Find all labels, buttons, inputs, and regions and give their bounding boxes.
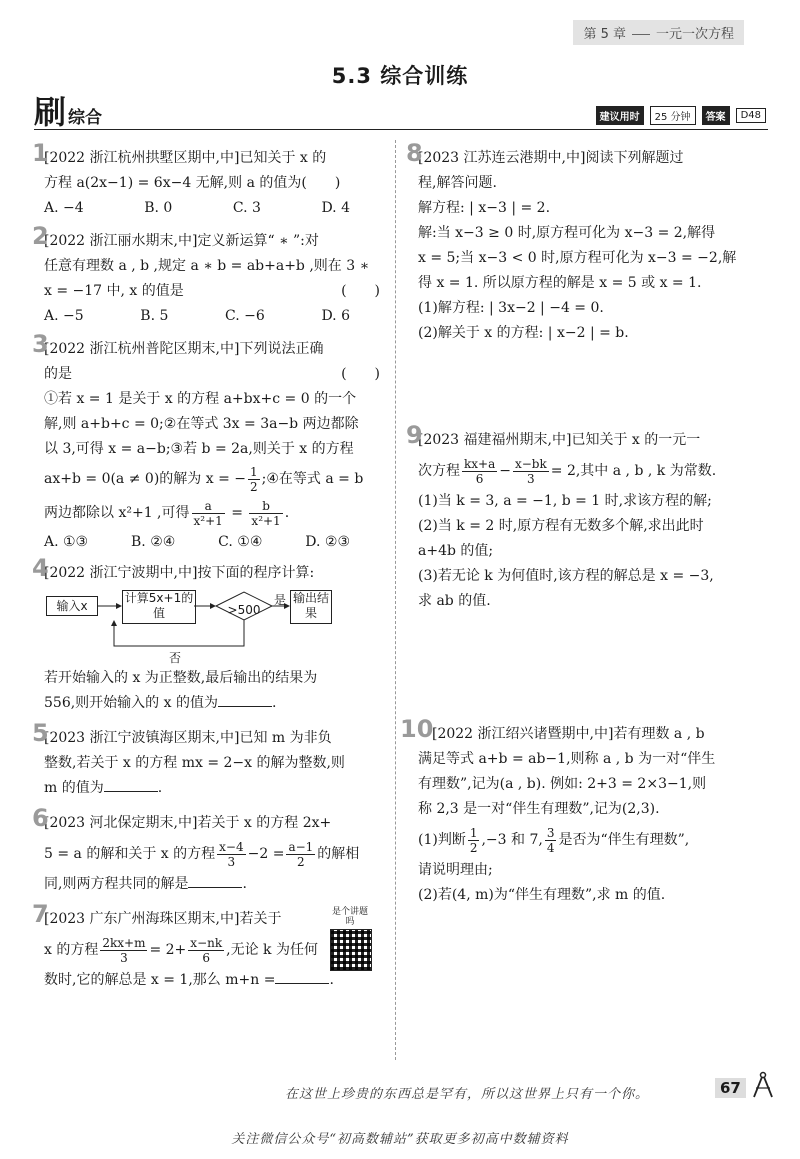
fraction	[188, 936, 224, 965]
numerator: x−bk	[514, 456, 547, 471]
chapter-tag	[573, 20, 744, 45]
q10-line1: [2022 浙江绍兴诸暨期中,中]若有理数 a , b	[432, 726, 705, 742]
q4-line3	[44, 691, 380, 716]
fraction	[248, 465, 260, 494]
brand-label	[34, 93, 103, 131]
fraction	[217, 840, 245, 869]
page-number: 67	[715, 1078, 746, 1098]
q6-line1: [2023 河北保定期末,中]若关于 x 的方程 2x+	[44, 815, 332, 831]
meta-info	[596, 106, 766, 125]
q6-line2	[44, 836, 380, 872]
q3-line6	[44, 462, 380, 496]
answer-paren: ( )	[341, 366, 380, 382]
period: .	[157, 780, 163, 796]
q9-line5: a+4b 的值;	[418, 543, 494, 559]
denominator: 2	[297, 854, 305, 869]
q6-line3-text: 同,则两方程共同的解是	[44, 876, 189, 892]
q7-line2-m: = 2+	[149, 942, 187, 958]
q6-line2-b: 的解相	[317, 846, 360, 862]
question-2	[32, 222, 380, 329]
question-9	[406, 421, 768, 614]
q2-line1: [2022 浙江丽水期末,中]定义新运算“ ∗ ”:对	[44, 233, 319, 249]
q8-line6: 得 x = 1. 所以原方程的解是 x = 5 或 x = 1.	[418, 275, 702, 291]
q4-line3-text: 556,则开始输入的 x 的值为	[44, 695, 218, 711]
q1-line2: 方程 a(2x−1) = 6x−4 无解,则 a 的值为( )	[44, 175, 341, 191]
q3-line2-text: 的是	[44, 366, 72, 382]
flow-input-box: 输入x	[46, 596, 98, 616]
column-divider	[395, 140, 396, 1060]
period: .	[284, 505, 290, 521]
q5-line1: [2023 浙江宁波镇海区期末,中]已知 m 为非负	[44, 730, 332, 746]
question-10	[400, 715, 768, 908]
q1-line1: [2022 浙江杭州拱墅区期中,中]已知关于 x 的	[44, 150, 327, 166]
numerator: a	[192, 499, 225, 514]
answer-blank[interactable]	[104, 777, 158, 792]
q8-line4: 解:当 x−3 ≥ 0 时,原方程可化为 x−3 = 2,解得	[418, 225, 716, 241]
left-column	[34, 140, 380, 993]
q2-line2: 任意有理数 a , b ,规定 a ∗ b = ab+a+b ,则在 3 ∗	[44, 258, 370, 274]
q4-line2: 若开始输入的 x 为正整数,最后输出的结果为	[44, 670, 318, 686]
q3-line5: 以 3,可得 x = a−b;③若 b = 2a,则关于 x 的方程	[44, 441, 354, 457]
fraction	[100, 936, 147, 965]
brand-big: 刷	[34, 93, 67, 131]
question-number: 7	[32, 900, 49, 928]
q7-line3-text: 数时,它的解总是 x = 1,那么 m+n =	[44, 972, 276, 988]
fraction	[286, 840, 315, 869]
answer-value: D48	[736, 108, 766, 123]
q3-line7	[44, 496, 380, 530]
q9-line2-b: = 2,其中 a , b , k 为常数.	[550, 463, 717, 479]
q7-line2-a: x 的方程	[44, 942, 99, 958]
numerator: kx+a	[464, 456, 496, 471]
numerator: x−4	[219, 839, 244, 854]
option-c: C. −6	[225, 308, 265, 324]
period: .	[271, 695, 277, 711]
section-title: 5.3 综合训练	[331, 64, 469, 88]
q7-line3	[44, 968, 380, 993]
q8-line1: [2023 江苏连云港期中,中]阅读下列解题过	[418, 150, 684, 166]
q2-options	[44, 304, 380, 329]
qr-code-icon[interactable]	[330, 929, 372, 971]
question-5	[32, 719, 380, 801]
q6-line2-m: −2 =	[247, 846, 285, 862]
q3-line6-b: ;④在等式 a = b	[261, 471, 364, 487]
numerator: a−1	[288, 839, 314, 854]
denominator: 3	[227, 854, 236, 869]
q3-line2	[44, 362, 380, 387]
q10-line5-m: ,−3 和 7,	[481, 832, 543, 848]
q9-line7: 求 ab 的值.	[418, 593, 491, 609]
q6-line3	[44, 872, 380, 897]
flow-calc-box: 计算5x+1的值	[122, 590, 196, 624]
time-label: 建议用时	[596, 106, 644, 125]
q3-line3: ①若 x = 1 是关于 x 的方程 a+bx+c = 0 的一个	[44, 391, 357, 407]
right-column	[400, 139, 768, 908]
q3-options	[44, 530, 380, 555]
denominator: 4	[546, 840, 555, 855]
numerator: 1	[469, 825, 478, 840]
option-d: D. ②③	[305, 534, 350, 550]
option-d: D. 4	[321, 200, 350, 216]
q9-line6: (3)若无论 k 为何值时,该方程的解总是 x = −3,	[418, 568, 714, 584]
question-number: 6	[32, 804, 49, 832]
period: .	[242, 876, 247, 892]
q8-line8: (2)解关于 x 的方程: | x−2 | = b.	[418, 325, 629, 341]
q3-line4: 解,则 a+b+c = 0;②在等式 3x = 3a−b 两边都除	[44, 416, 359, 432]
option-b: B. ②④	[131, 534, 176, 550]
q8-line7: (1)解方程: | 3x−2 | −4 = 0.	[418, 300, 604, 316]
chapter-title: 一元一次方程	[655, 27, 734, 42]
fraction	[513, 457, 549, 486]
fraction	[192, 499, 225, 528]
q3-line6-a: ax+b = 0(a ≠ 0)的解为 x = −	[44, 471, 246, 487]
q10-line5-a: (1)判断	[418, 832, 466, 848]
q4-line1: [2022 浙江宁波期中,中]按下面的程序计算:	[44, 565, 315, 581]
numerator: 2kx+m	[102, 935, 146, 950]
question-number: 5	[32, 719, 49, 747]
q7-line2-b: ,无论 k 为任何	[226, 942, 318, 958]
equals: =	[226, 505, 248, 521]
numerator: b	[249, 499, 282, 514]
question-4	[32, 554, 380, 716]
option-a: A. −4	[44, 200, 84, 216]
question-number: 3	[32, 330, 49, 358]
numerator: 3	[546, 825, 555, 840]
denominator: 6	[475, 471, 484, 486]
option-b: B. 5	[140, 308, 169, 324]
question-number: 9	[406, 421, 423, 449]
q1-options	[44, 196, 380, 221]
answer-paren: ( )	[341, 283, 380, 299]
question-number: 8	[406, 139, 423, 167]
q9-line2-a: 次方程	[418, 463, 460, 479]
minus: −	[499, 463, 511, 479]
q5-line2: 整数,若关于 x 的方程 mx = 2−x 的解为整数,则	[44, 755, 345, 771]
flowchart	[44, 588, 380, 665]
q9-line1: [2023 福建福州期末,中]已知关于 x 的一元一	[418, 432, 701, 448]
q7-line1: [2023 广东广州海珠区期末,中]若关于	[44, 911, 282, 927]
question-1	[32, 139, 380, 221]
denominator: 3	[527, 471, 535, 486]
fraction	[468, 826, 480, 855]
question-number: 4	[32, 554, 49, 582]
footer-notice: 关注微信公众号“初高数辅站”获取更多初高中数辅资料	[231, 1132, 569, 1147]
q3-line7-a: 两边都除以 x²+1 ,可得	[44, 505, 190, 521]
q10-line2: 满足等式 a+b = ab−1,则称 a , b 为一对“伴生	[418, 751, 716, 767]
fraction	[545, 826, 557, 855]
flow-condition: >500	[227, 603, 261, 617]
q8-line3: 解方程: | x−3 | = 2.	[418, 200, 551, 216]
answer-label: 答案	[702, 106, 730, 125]
period: .	[329, 972, 334, 988]
q10-line5-b: 是否为“伴生有理数”,	[558, 832, 690, 848]
q8-line5: x = 5;当 x−3 < 0 时,原方程可化为 x−3 = −2,解	[418, 250, 737, 266]
denominator: 2	[250, 479, 258, 494]
q9-line4: (2)当 k = 2 时,原方程有无数多个解,求出此时	[418, 518, 704, 534]
q2-line3-text: x = −17 中, x 的值是	[44, 283, 184, 299]
flow-no-label: 否	[169, 651, 182, 665]
answer-blank[interactable]	[188, 873, 242, 888]
footer-quote: 在这世上珍贵的东西总是罕有，所以这世界上只有一个你。	[285, 1087, 650, 1102]
denominator: 6	[202, 950, 211, 965]
denominator: x²+1	[193, 513, 223, 528]
option-c: C. 3	[232, 200, 261, 216]
denominator: x²+1	[251, 513, 281, 528]
answer-blank[interactable]	[218, 692, 272, 707]
q10-line7: (2)若(4, m)为“伴生有理数”,求 m 的值.	[418, 887, 666, 903]
question-number: 2	[32, 222, 49, 250]
denominator: 3	[120, 950, 128, 965]
question-3	[32, 330, 380, 555]
option-a: A. −5	[44, 308, 84, 324]
flow-output-box: 输出结果	[290, 590, 332, 624]
option-b: B. 0	[144, 200, 173, 216]
q5-line3-text: m 的值为	[44, 780, 104, 796]
numerator: x−nk	[190, 935, 223, 950]
qr-caption: 是个讲题吗	[331, 907, 368, 927]
flow-yes-label: 是	[274, 593, 287, 607]
brand-underline	[34, 129, 768, 130]
q10-line6: 请说明理由;	[418, 862, 493, 878]
q2-line3	[44, 279, 380, 304]
answer-blank[interactable]	[275, 969, 329, 984]
question-6	[32, 804, 380, 897]
question-number: 1	[32, 139, 49, 167]
fraction	[249, 499, 282, 528]
q10-line3: 有理数”,记为(a , b). 例如: 2+3 = 2×3−1,则	[418, 776, 707, 792]
denominator: 2	[469, 840, 478, 855]
option-c: C. ①④	[218, 534, 263, 550]
numerator: 1	[250, 464, 258, 479]
q9-line3: (1)当 k = 3, a = −1, b = 1 时,求该方程的解;	[418, 493, 712, 509]
q10-line4: 称 2,3 是一对“伴生有理数”,记为(2,3).	[418, 801, 660, 817]
q5-line3	[44, 776, 380, 801]
q3-line1: [2022 浙江杭州普陀区期末,中]下列说法正确	[44, 341, 324, 357]
brand-small: 综合	[68, 108, 103, 128]
question-number: 10	[400, 715, 434, 743]
q9-line2	[418, 453, 768, 489]
option-d: D. 6	[321, 308, 350, 324]
question-8	[406, 139, 768, 346]
time-value: 25 分钟	[650, 106, 696, 125]
q10-line5	[418, 822, 768, 858]
option-a: A. ①③	[44, 534, 89, 550]
q8-line2: 程,解答问题.	[418, 175, 497, 191]
chapter-number: 第 5 章	[583, 27, 626, 42]
fraction	[462, 457, 497, 486]
compass-icon	[748, 1070, 778, 1100]
q6-line2-a: 5 = a 的解和关于 x 的方程	[44, 846, 216, 862]
question-7	[32, 900, 380, 993]
